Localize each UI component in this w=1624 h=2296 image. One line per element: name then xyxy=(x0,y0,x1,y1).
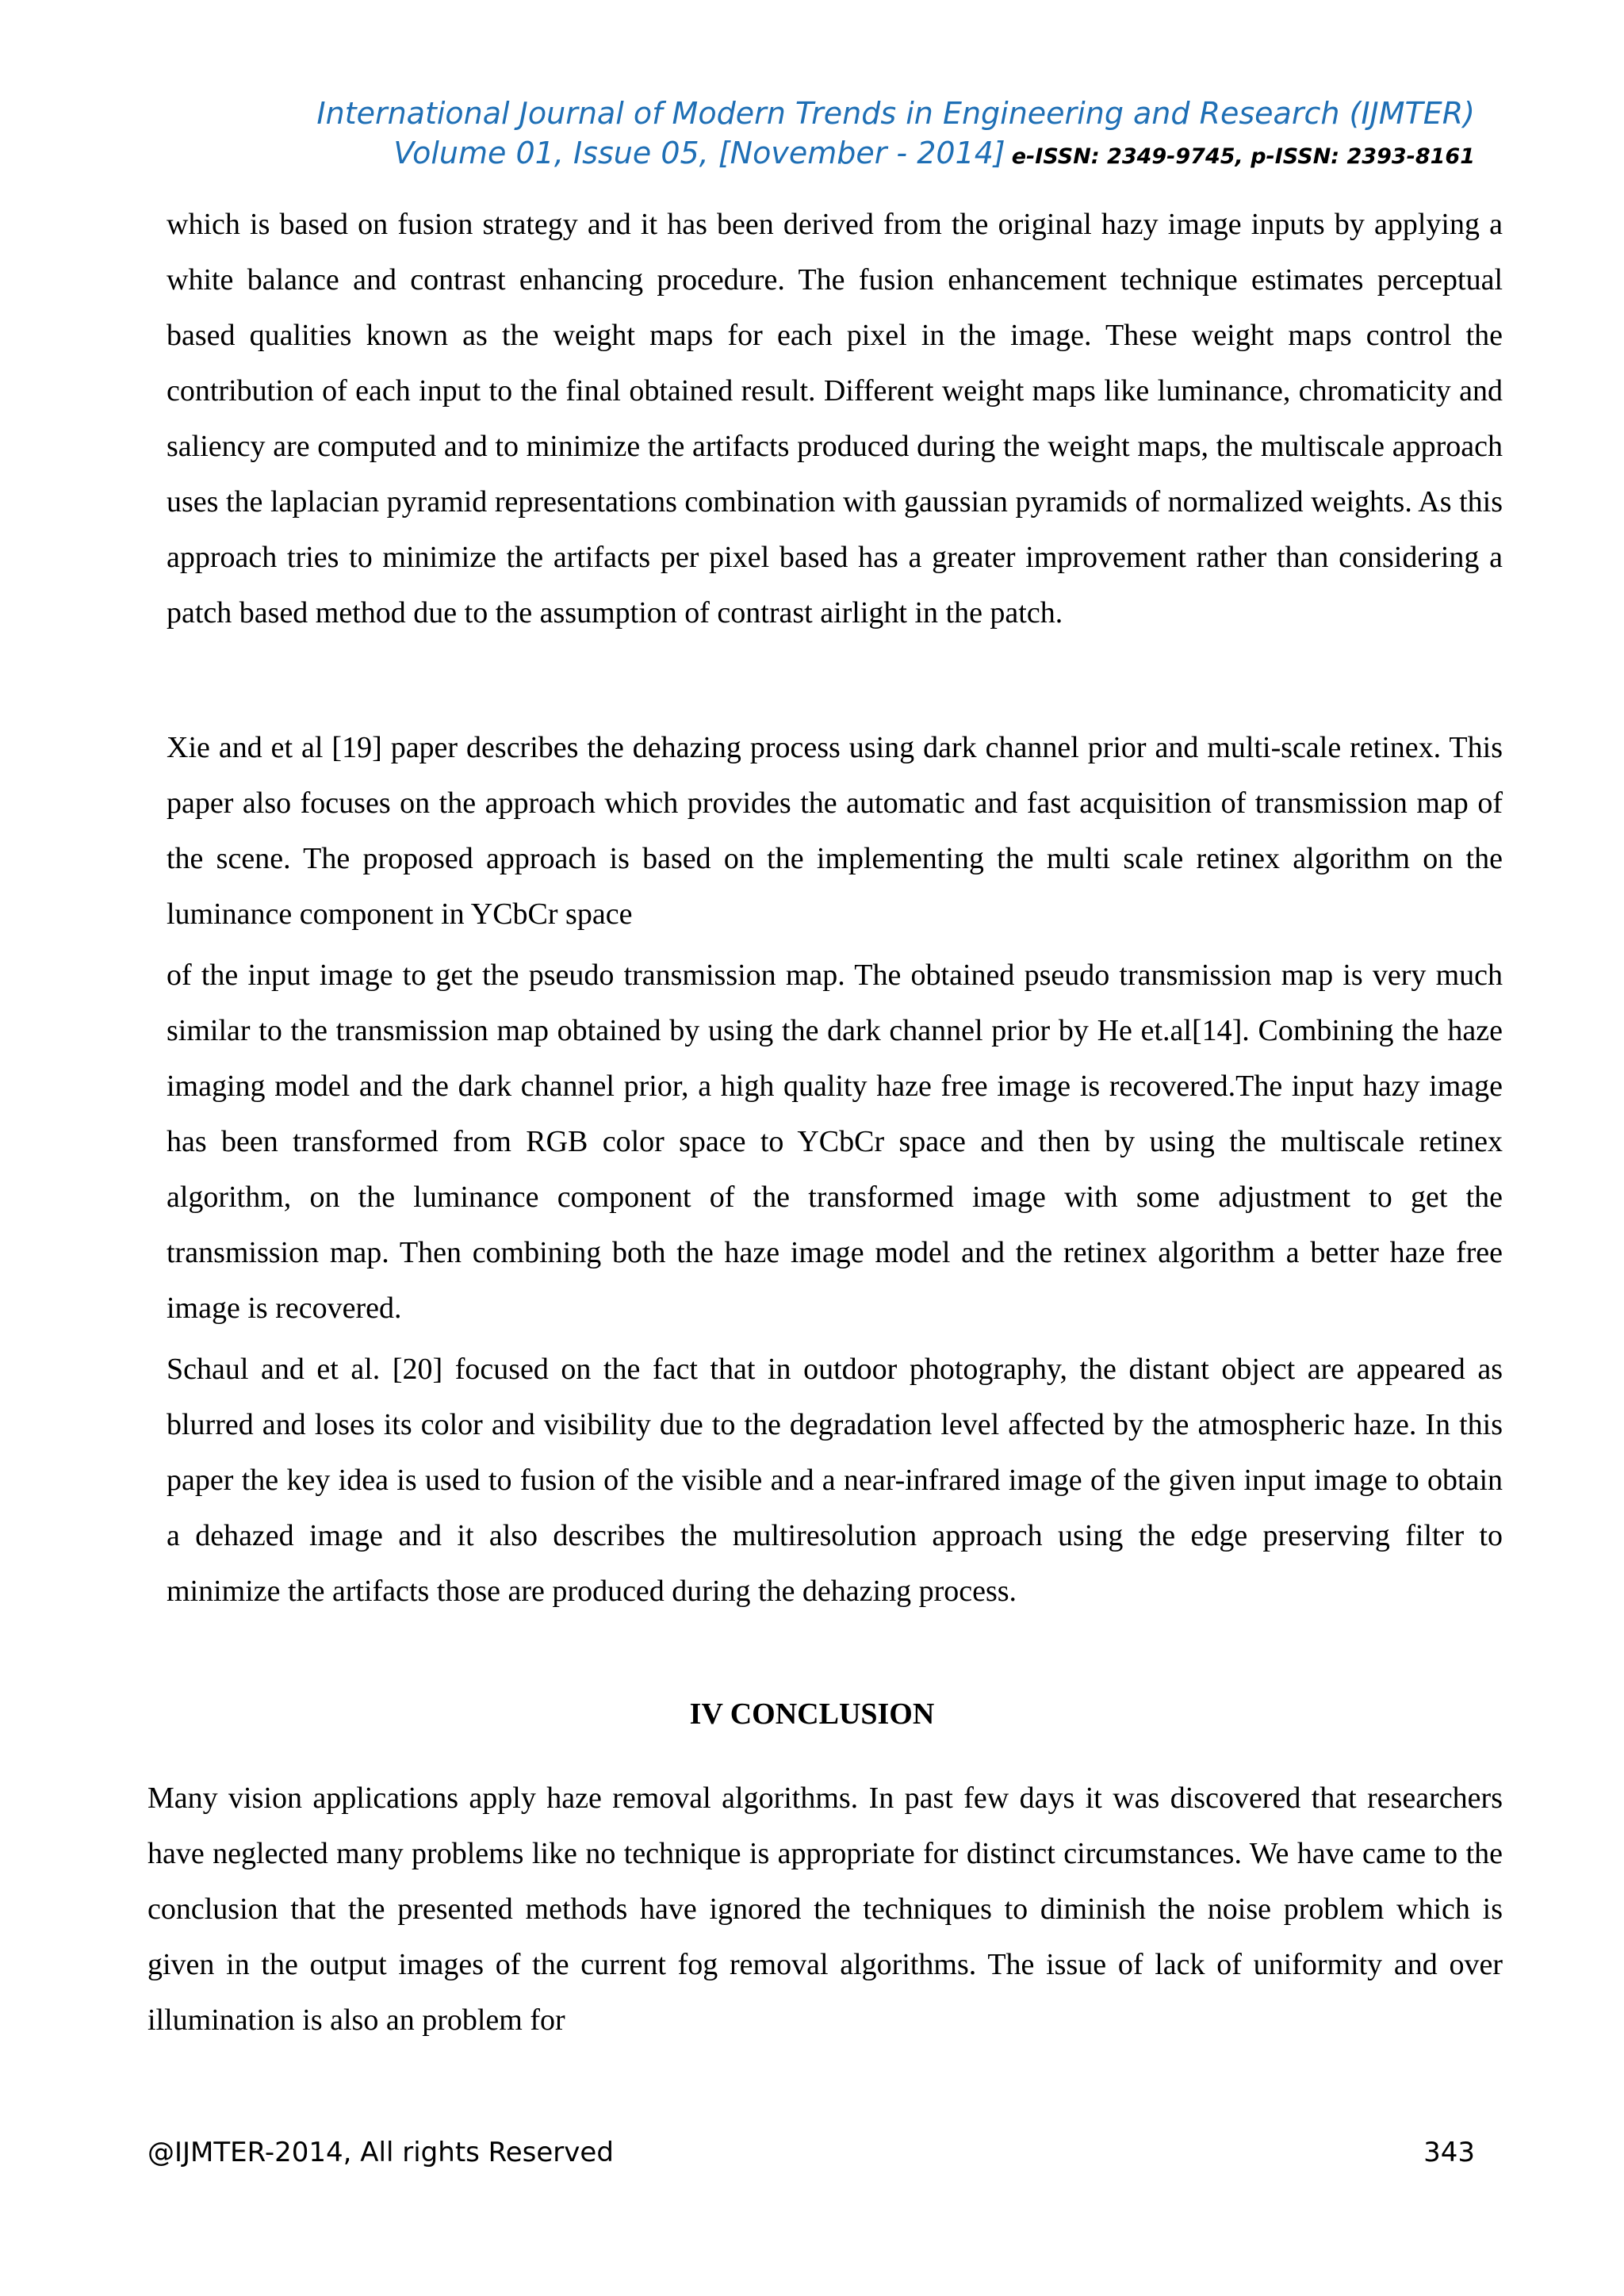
footer-page-number: 343 xyxy=(1423,2137,1475,2168)
journal-volume-line xyxy=(127,133,1475,177)
body-paragraph-4: Schaul and et al. [20] focused on the fact that in outdoor photography, the distant object are appeared as blurred and loses its color and visibility due to the degradation level affected by the atmospheric haze. In this paper the key idea is used to fusion of the visible and a near-infrared image of the given input image to obtain a dehazed image and it also describes the multiresolution approach using the edge preserving filter to minimize the artifacts those are produced during the dehazing process. xyxy=(167,1353,1503,1608)
conclusion-paragraph: Many vision applications apply haze removal algorithms. In past few days it was discovered that researchers have neglected many problems like no technique is appropriate for distinct circumstances. We have came to the conclusion that the presented methods have ignored the techniques to diminish the noise problem which is given in the output images of the current fog removal algorithms. The issue of lack of uniformity and over illumination is also an problem for xyxy=(147,1781,1503,2037)
journal-title: International Journal of Modern Trends in Engineering and Research (IJMTER) xyxy=(316,96,1475,131)
issn-numbers: e-ISSN: 2349-9745, p-ISSN: 2393-8161 xyxy=(1011,144,1475,169)
body-paragraph-1: which is based on fusion strategy and it has been derived from the original hazy image inputs by applying a white balance and contrast enhancing procedure. The fusion enhancement technique estimates perceptual based qualities known as the weight maps for each pixel in the image. These weight maps control the contribution of each input to the final obtained result. Different weight maps like luminance, chromaticity and saliency are computed and to minimize the artifacts produced during the weight maps, the multiscale approach uses the laplacian pyramid representations combination with gaussian pyramids of normalized weights. As this approach tries to minimize the artifacts per pixel based has a greater improvement rather than considering a patch based method due to the assumption of contrast airlight in the patch. xyxy=(167,208,1503,629)
body-paragraph-2: Xie and et al [19] paper describes the dehazing process using dark channel prior and multi-scale retinex. This paper also focuses on the approach which provides the automatic and fast acquisition of transmission map of the scene. The proposed approach is based on the implementing the multi scale retinex algorithm on the luminance component in YCbCr space xyxy=(167,731,1503,931)
volume-issue: Volume 01, Issue 05, [November - 2014] xyxy=(393,136,1005,170)
body-paragraph-3: of the input image to get the pseudo transmission map. The obtained pseudo transmission map is very much similar to the transmission map obtained by using the dark channel prior by He et.al[14]. Combining the haze imaging model and the dark channel prior, a high quality haze free image is recovered.The input hazy image has been transformed from RGB color space to YCbCr space and then by using the multiscale retinex algorithm, on the luminance component of the transformed image with some adjustment to get the transmission map. Then combining both the haze image model and the retinex algorithm a better haze free image is recovered. xyxy=(167,959,1503,1325)
section-heading-conclusion: IV CONCLUSION xyxy=(689,1697,935,1731)
journal-header xyxy=(127,94,1475,177)
footer-copyright: @IJMTER-2014, All rights Reserved xyxy=(147,2137,614,2168)
